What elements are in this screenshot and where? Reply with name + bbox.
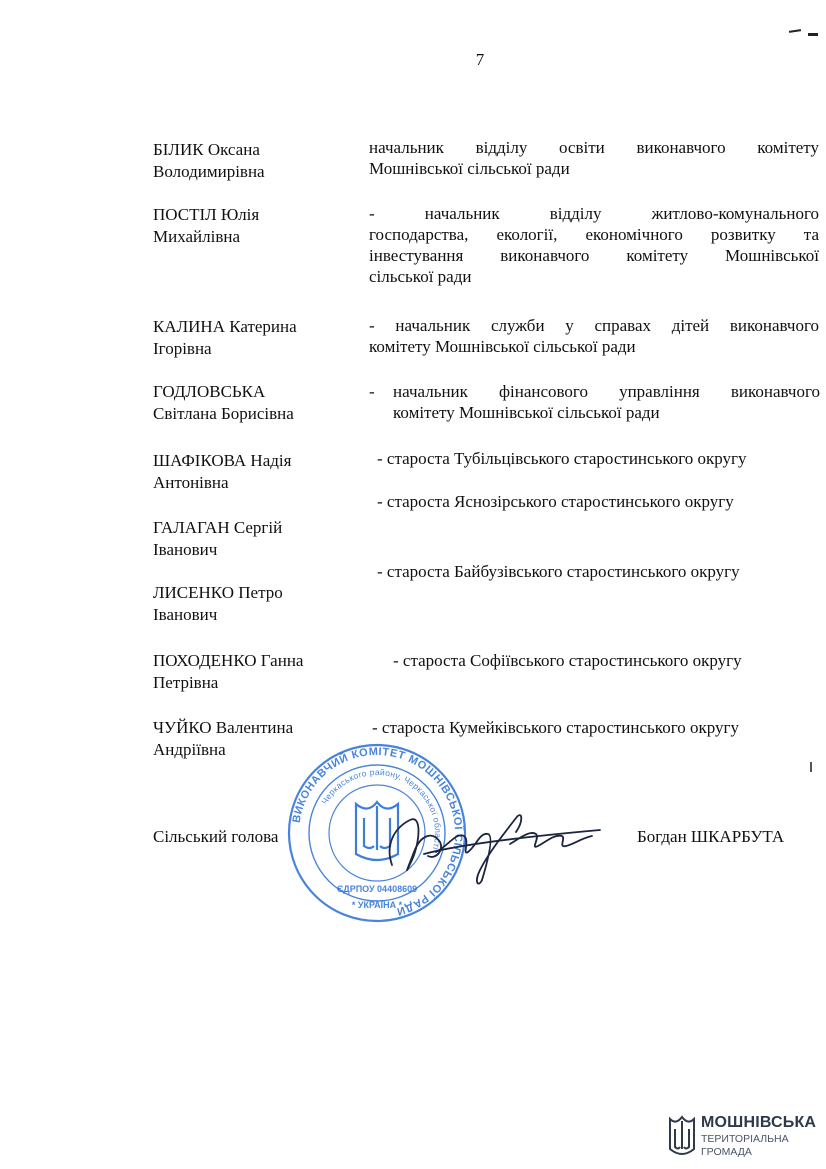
member-surname: ГОДЛОВСЬКА [153, 382, 266, 401]
member-patronymic: Володимирівна [153, 162, 265, 181]
member-position: - староста Яснозірського старостинського округу [377, 492, 734, 511]
member-name [153, 450, 363, 494]
member-name [153, 517, 363, 561]
member-surname: БІЛИК Оксана [153, 140, 260, 159]
logo-subtitle: ГРОМАДА [701, 1146, 752, 1158]
member-patronymic: Петрівна [153, 673, 219, 692]
logo-title: МОШНІВСЬКА [701, 1114, 817, 1131]
signatory-title: Сільський голова [153, 827, 279, 846]
member-patronymic: Світлана Борисівна [153, 404, 294, 423]
stamp-inner-text: Черкаського району, Черкаської області [319, 766, 444, 852]
trident-icon [667, 1115, 697, 1161]
page-number: 7 [475, 50, 485, 69]
member-patronymic: Антонівна [153, 473, 229, 492]
member-surname: ЛИСЕНКО Петро [153, 583, 283, 602]
member-name [153, 139, 363, 183]
stamp-code-text: ЄДРПОУ 04408609 [336, 884, 418, 894]
member-surname: ПОСТІЛ Юлія [153, 205, 260, 224]
member-position: - начальник відділу житлово-комунального господарства, екології, економічного розвитку та інвестування виконавчого комітету Мошнівської сільської ради [369, 204, 819, 286]
member-position: - староста Кумейківського старостинського округу [372, 718, 740, 737]
member-surname: ШАФІКОВА Надія [153, 451, 292, 470]
signatory-name: Богдан ШКАРБУТА [637, 827, 785, 846]
member-name [153, 381, 363, 425]
member-position: начальник відділу освіти виконавчого комітету Мошнівської сільської ради [369, 138, 819, 178]
member-name [153, 316, 363, 360]
member-surname: ЧУЙКО Валентина [153, 718, 294, 737]
member-surname: ГАЛАГАН Сергій [153, 518, 283, 537]
member-patronymic: Ігорівна [153, 339, 212, 358]
scan-mark [789, 29, 801, 33]
member-patronymic: Іванович [153, 540, 218, 559]
member-name [153, 204, 363, 248]
stamp-outer-text: ВИКОНАВЧИЙ КОМІТЕТ МОШНІВСЬКОЇ СІЛЬСЬКОЇ РАДИ [290, 745, 465, 918]
stamp-bottom-text: * УКРАЇНА * [351, 900, 403, 910]
handwritten-signature [370, 790, 610, 900]
member-position: - староста Тубільцівського старостинського округу [377, 449, 747, 468]
community-logo [665, 1112, 815, 1164]
member-position: - староста Софіївського старостинського округу [393, 651, 742, 670]
member-surname: КАЛИНА Катерина [153, 317, 297, 336]
member-position-dash: - [369, 382, 375, 401]
scan-mark [808, 33, 818, 36]
member-surname: ПОХОДЕНКО Ганна [153, 651, 304, 670]
member-name [153, 650, 363, 694]
member-name [153, 582, 363, 626]
member-patronymic: Михайлівна [153, 227, 241, 246]
member-position: - староста Байбузівського старостинського округу [377, 562, 740, 581]
member-patronymic: Андріївна [153, 740, 226, 759]
member-position: - начальник служби у справах дітей виконавчого комітету Мошнівської сільської ради [369, 316, 819, 356]
member-patronymic: Іванович [153, 605, 218, 624]
member-position: начальник фінансового управління виконавчого комітету Мошнівської сільської ради [393, 382, 820, 422]
logo-subtitle: ТЕРИТОРІАЛЬНА [701, 1133, 789, 1145]
scan-mark [810, 762, 812, 772]
